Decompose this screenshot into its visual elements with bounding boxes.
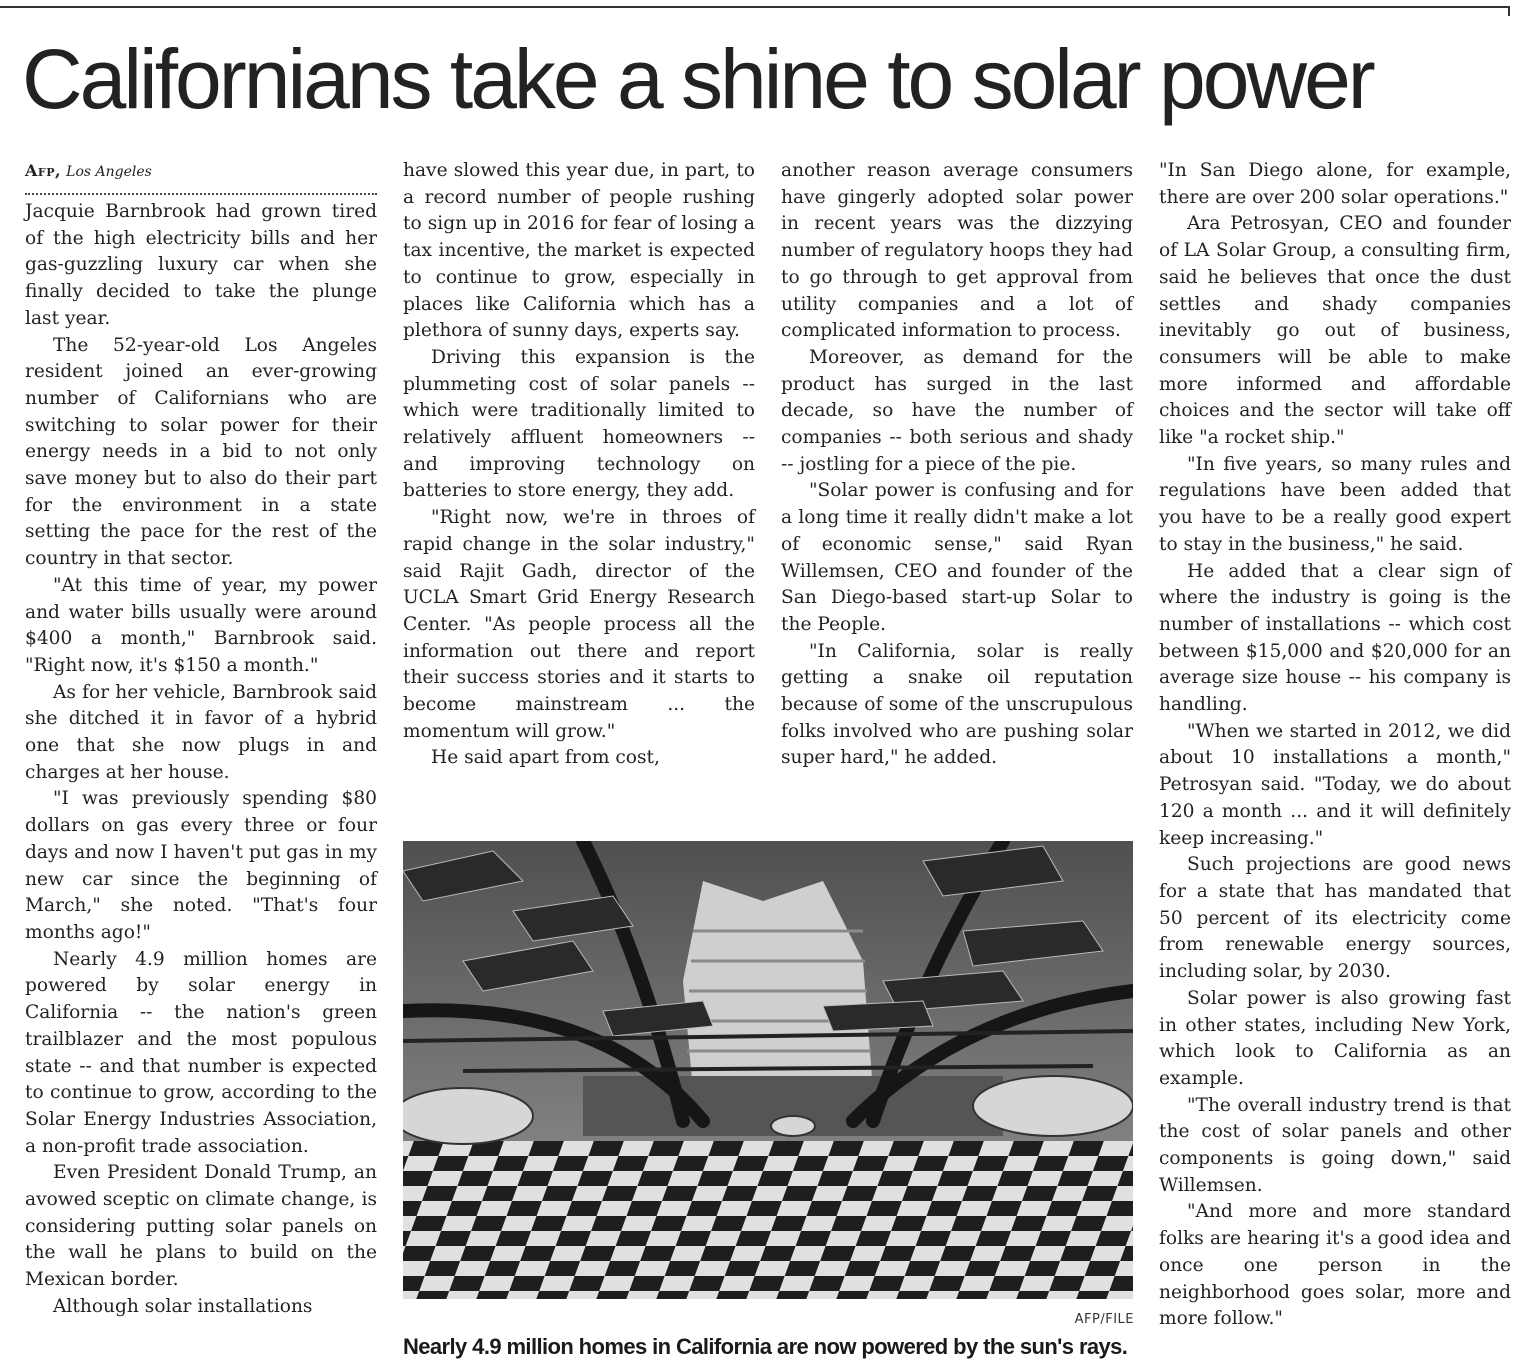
paragraph: Driving this expansion is the plummeting cost of solar panels -- which were traditionally limited to relatively affluent homeowners -- and improving technology on batteries to store energy, they add. [403, 346, 755, 502]
photo-credit: AFP/FILE [1074, 1312, 1134, 1327]
column-4 [1159, 158, 1511, 1333]
photo-caption: Nearly 4.9 million homes in California are now powered by the sun's rays. [403, 1334, 1128, 1359]
paragraph: "In San Diego alone, for example, there are over 200 solar operations." [1159, 160, 1511, 208]
paragraph: "Solar power is confusing and for a long time it really didn't make a lot of economic sense," said Ryan Willemsen, CEO and founder of the San Diego-based start-up Solar to the People. [781, 480, 1133, 635]
paragraph: Nearly 4.9 million homes are powered by solar energy in California -- the nation's green trailblazer and the most populous state -- and that number is expected to continue to grow, according to the Solar Energy Industries Association, a non-profit trade association. [25, 948, 377, 1157]
paragraph: have slowed this year due, in part, to a record number of people rushing to sign up in 2016 for fear of losing a tax incentive, the market is expected to continue to grow, especially in places like California which has a plethora of sunny days, experts say. [403, 160, 755, 342]
headline: Californians take a shine to solar power [22, 32, 1373, 126]
paragraph: Even President Donald Trump, an avowed sceptic on climate change, is considering putting solar panels on the wall he plans to build on the Mexican border. [25, 1162, 377, 1291]
paragraph: As for her vehicle, Barnbrook said she ditched it in favor of a hybrid one that she now plugs in and charges at her house. [25, 681, 377, 783]
paragraph: "In California, solar is really getting a snake oil reputation because of some of the unscrupulous folks involved who are pushing solar super hard," he added. [781, 640, 1133, 769]
top-rule [0, 6, 1508, 8]
top-rule-end [1508, 6, 1510, 16]
column-1 [25, 158, 377, 1321]
paragraph: He added that a clear sign of where the industry is going is the number of installations -- which cost between $15,000 and $20,000 for an average size house -- his company is handling. [1159, 560, 1511, 716]
paragraph: "I was previously spending $80 dollars on gas every three or four days and now I haven't put gas in my new car since the beginning of March," she noted. "That's four months ago!" [25, 788, 377, 943]
paragraph: "Right now, we're in throes of rapid change in the solar industry," said Rajit Gadh, director of the UCLA Smart Grid Energy Research Center. "As people process all the information out there and report their success stories and it starts to become mainstream ... the momentum will grow." [403, 507, 755, 742]
paragraph: The 52-year-old Los Angeles resident joined an ever-growing number of Californians who are switching to solar power for their energy needs in a bid to not only save money but to also do their part for the environment in a state setting the pace for the rest of the country in that sector. [25, 334, 377, 570]
paragraph: "In five years, so many rules and regulations have been added that you have to be a really good expert to stay in the business," he said. [1159, 453, 1511, 555]
column-2 [403, 158, 755, 772]
paragraph: "And more and more standard folks are hearing it's a good idea and once one person in the neighborhood goes solar, more and more follow." [1159, 1201, 1511, 1330]
paragraph: "The overall industry trend is that the cost of solar panels and other components is going down," said Willemsen. [1159, 1094, 1511, 1196]
paragraph: Ara Petrosyan, CEO and founder of LA Solar Group, a consulting firm, said he believes that once the dust settles and shady companies inevitably go out of business, consumers will be able to make more informed and affordable choices and the sector will take off like "a rocket ship." [1159, 213, 1511, 449]
paragraph: Jacquie Barnbrook had grown tired of the high electricity bills and her gas-guzzling luxury car when she finally decided to take the plunge last year. [25, 201, 377, 329]
solar-carport-photo [403, 841, 1133, 1299]
paragraph: Moreover, as demand for the product has surged in the last decade, so have the number of companies -- both serious and shady -- jostling for a piece of the pie. [781, 346, 1133, 475]
byline-location: Los Angeles [66, 164, 152, 180]
paragraph: "When we started in 2012, we did about 10 installations a month," Petrosyan said. "Today, we do about 120 a month ... and it will definitely keep increasing." [1159, 720, 1511, 849]
paragraph: He said apart from cost, [431, 747, 660, 769]
paragraph: Solar power is also growing fast in other states, including New York, which look to California as an example. [1159, 987, 1511, 1089]
byline-agency: Afp, [25, 161, 62, 180]
paragraph: another reason average consumers have gingerly adopted solar power in recent years was the dizzying number of regulatory hoops they had to go through to get approval from utility companies and a lot of complicated information to process. [781, 160, 1133, 342]
column-3 [781, 158, 1133, 772]
paragraph: Although solar installations [53, 1295, 313, 1317]
paragraph: Such projections are good news for a state that has mandated that 50 percent of its electricity come from renewable energy sources, including solar, by 2030. [1159, 854, 1511, 983]
paragraph: "At this time of year, my power and water bills usually were around $400 a month," Barnbrook said. "Right now, it's $150 a month." [25, 574, 377, 676]
